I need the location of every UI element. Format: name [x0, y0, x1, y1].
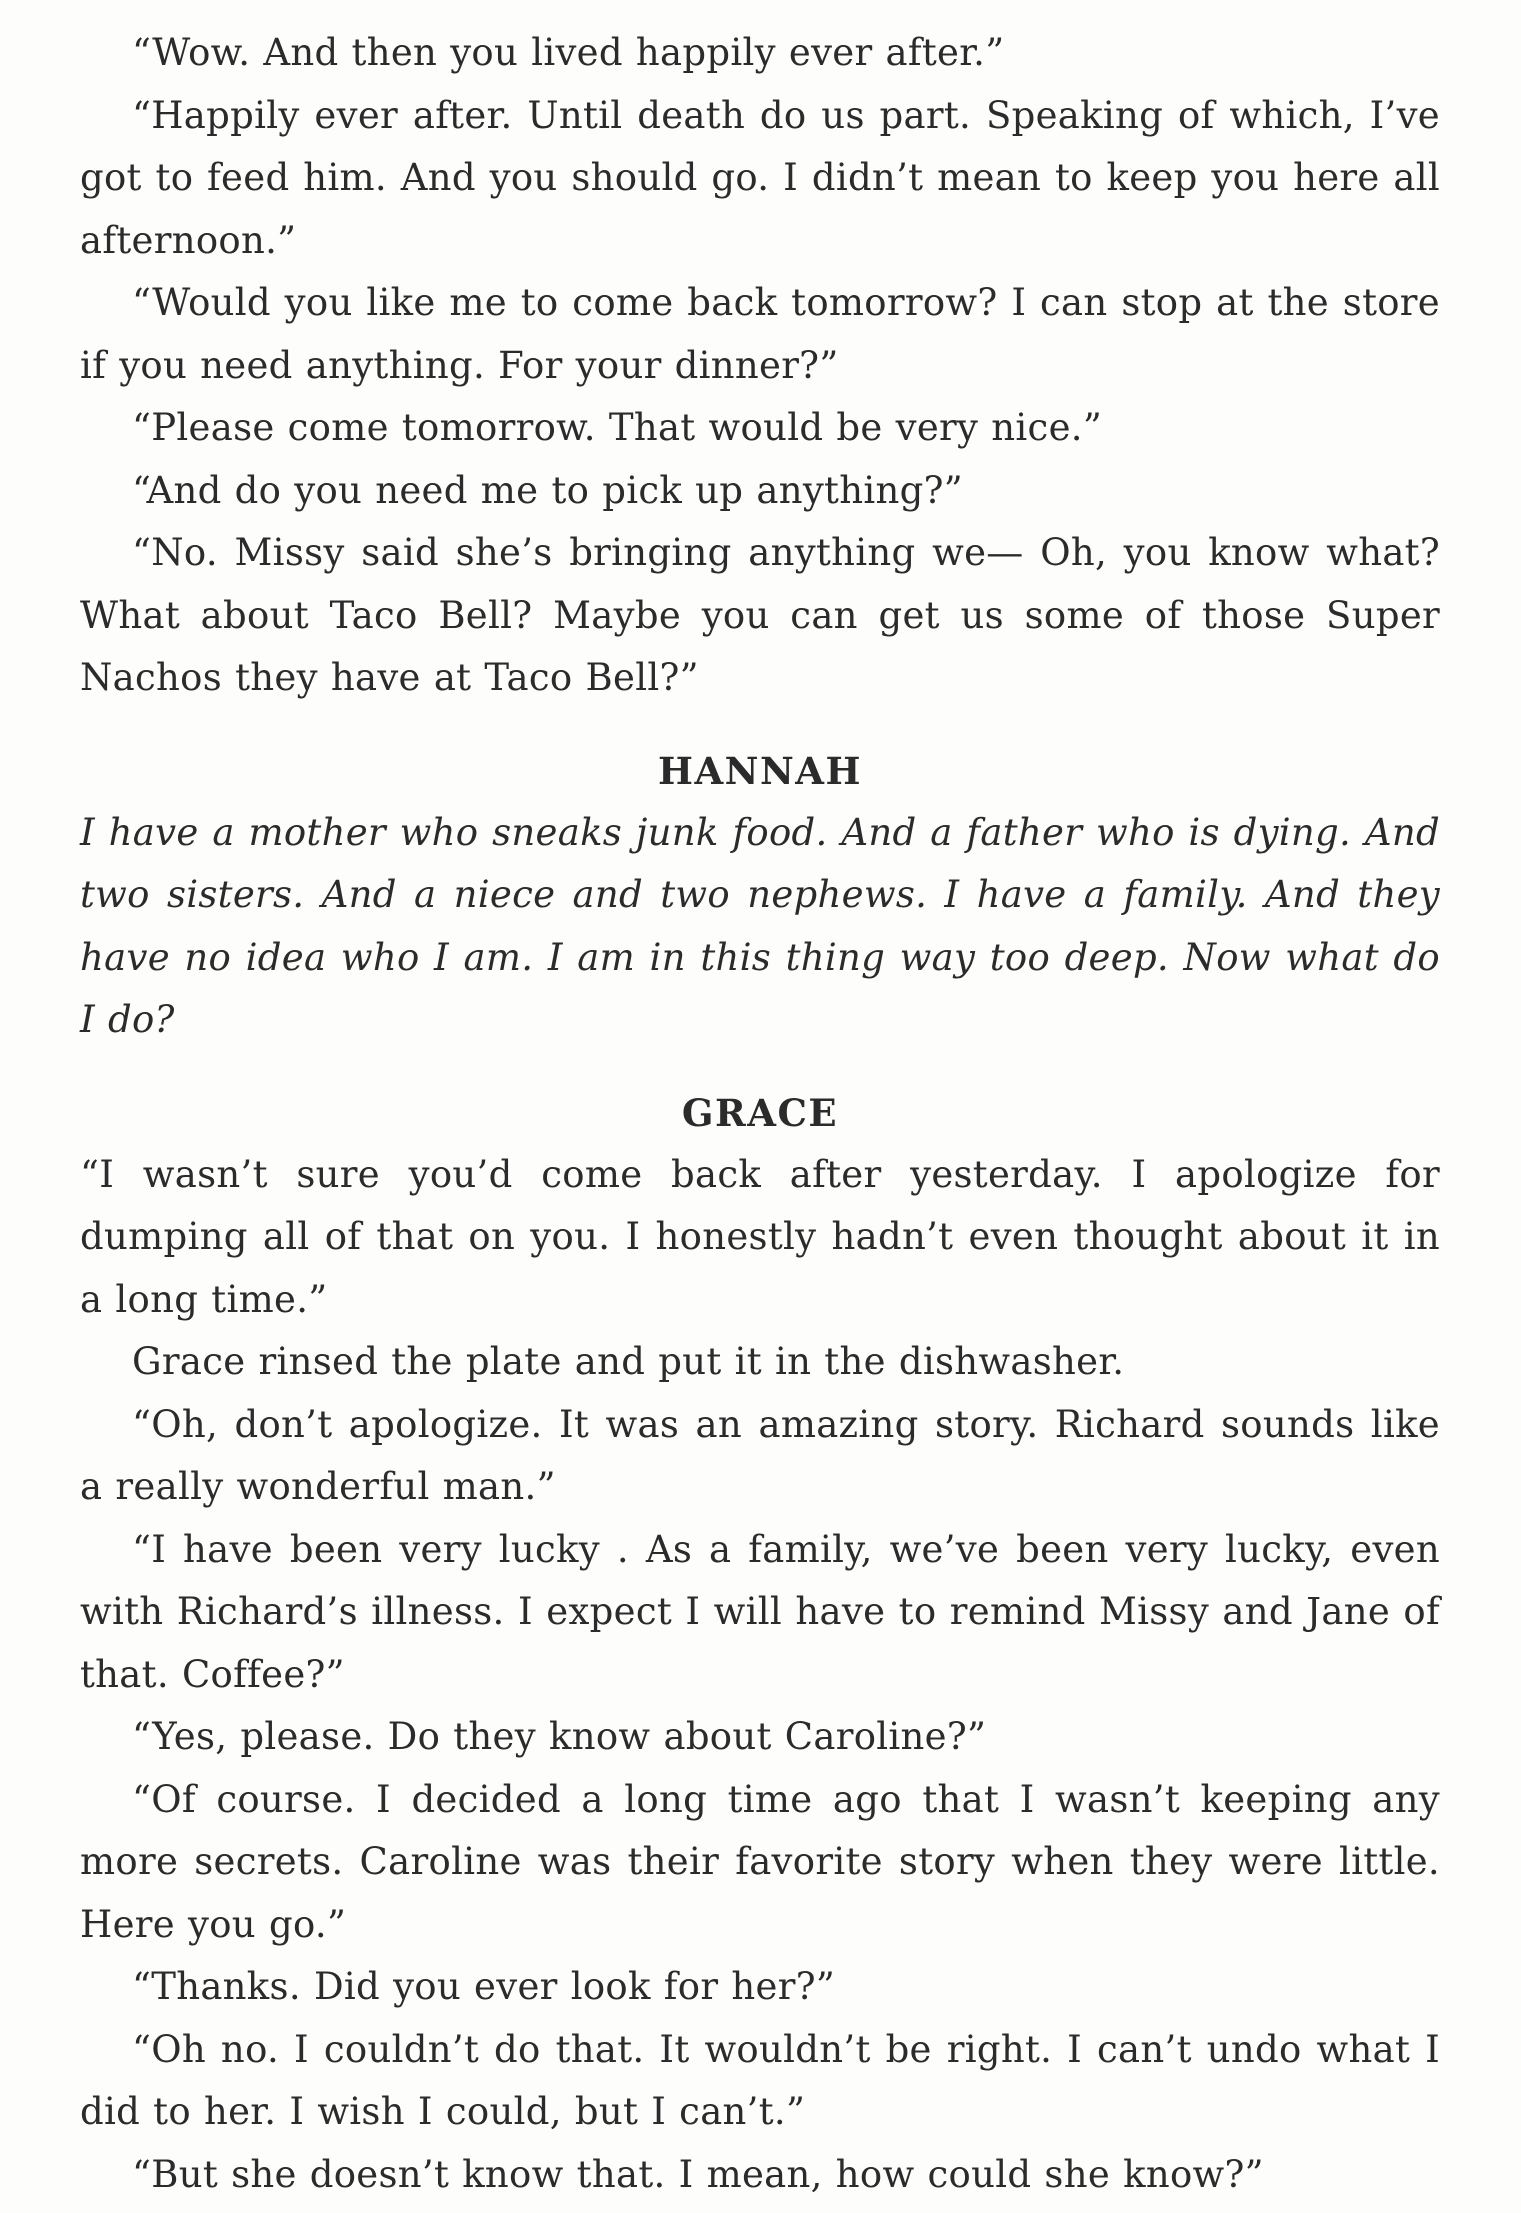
paragraph: “No. Missy said she’s bringing anything we— Oh, you know what? What about Taco Bell? Maybe you can get us some of those Super Nachos they have at Taco Bell?” — [80, 531, 1440, 699]
paragraph: “And do you need me to pick up anything?” — [132, 468, 963, 512]
section-heading-grace: GRACE — [681, 1090, 839, 1135]
paragraph: “Happily ever after. Until death do us part. Speaking of which, I’ve got to feed him. And you should go. I didn’t mean to keep you here all afternoon.” — [80, 93, 1440, 262]
hannah-italic-passage: I have a mother who sneaks junk food. And a father who is dying. And two sisters. And a niece and two nephews. I have a family. And they have no idea who I am. I am in this thing way too deep. Now what do I do? — [80, 810, 1440, 1041]
paragraph: “But she doesn’t know that. I mean, how could she know?” — [132, 2152, 1264, 2196]
paragraph: Grace rinsed the plate and put it in the dishwasher. — [132, 1340, 1125, 1383]
paragraph: “Oh, don’t apologize. It was an amazing story. Richard sounds like a really wonderful man.” — [80, 1402, 1440, 1508]
paragraph: “Thanks. Did you ever look for her?” — [132, 1965, 836, 2008]
paragraph: “I have been very lucky . As a family, we’ve been very lucky, even with Richard’s illness. I expect I will have to remind Missy and Jane of that. Coffee?” — [80, 1527, 1440, 1696]
paragraph: “Oh no. I couldn’t do that. It wouldn’t be right. I can’t undo what I did to her. I wish I could, but I can’t.” — [80, 2027, 1440, 2133]
paragraph: “Of course. I decided a long time ago that I wasn’t keeping any more secrets. Caroline was their favorite story when they were little. Here you go.” — [80, 1777, 1440, 1946]
paragraph: “Please come tomorrow. That would be very nice.” — [132, 406, 1103, 449]
paragraph: “Yes, please. Do they know about Caroline?” — [132, 1715, 987, 1758]
page-text — [80, 22, 1440, 2206]
section-heading-hannah: HANNAH — [658, 748, 862, 793]
paragraph: “I wasn’t sure you’d come back after yesterday. I apologize for dumping all of that on you. I honestly hadn’t even thought about it in a long time.” — [80, 1152, 1440, 1321]
paragraph: “Would you like me to come back tomorrow? I can stop at the store if you need anything. For your dinner?” — [80, 281, 1440, 387]
paragraph: “Wow. And then you lived happily ever after.” — [132, 31, 1005, 74]
